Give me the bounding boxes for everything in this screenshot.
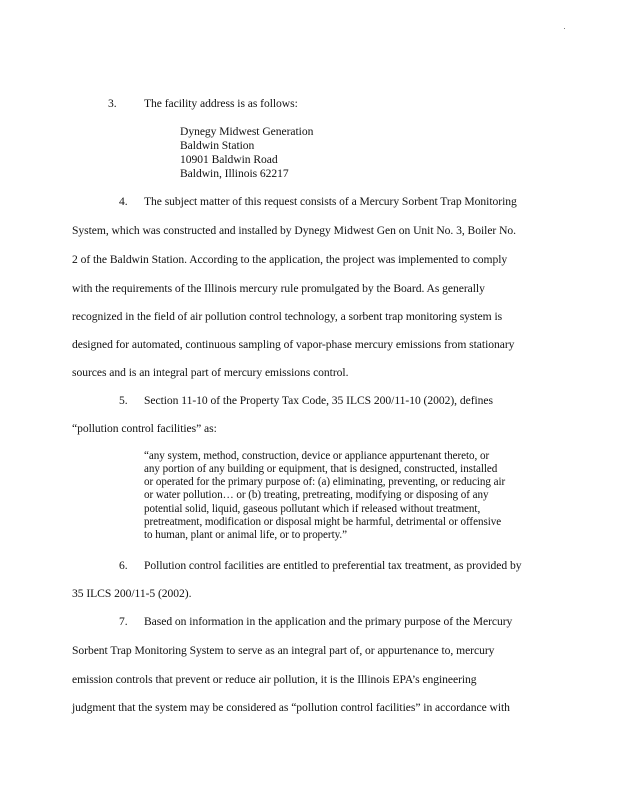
paragraph-7-line: Based on information in the application and the primary purpose of the Mercury [144,615,513,628]
address-line: Baldwin, Illinois 62217 [180,167,289,180]
quoted-definition-line: to human, plant or animal life, or to property.” [144,529,347,541]
paragraph-4-line: with the requirements of the Illinois mercury rule promulgated by the Board. As generally [72,282,485,295]
quoted-definition-line: “any system, method, construction, device or appliance appurtenant thereto, or [144,450,490,462]
paragraph-4-line: designed for automated, continuous sampling of vapor-phase mercury emissions from stationary [72,338,515,351]
paragraph-3-intro: The facility address is as follows: [144,97,298,110]
paragraph-6-number: 6. [119,559,128,572]
paragraph-6-line: 35 ILCS 200/11-5 (2002). [72,587,192,600]
paragraph-6-line: Pollution control facilities are entitled to preferential tax treatment, as provided by [144,559,522,572]
paragraph-4-line: recognized in the field of air pollution control technology, a sorbent trap monitoring system is [72,310,503,323]
paragraph-4-number: 4. [119,195,128,208]
paragraph-7-line: emission controls that prevent or reduce air pollution, it is the Illinois EPA’s engineering [72,673,477,686]
paragraph-5-number: 5. [119,394,128,407]
paragraph-7-line: Sorbent Trap Monitoring System to serve as an integral part of, or appurtenance to, mercury [72,644,495,657]
paragraph-5-line: “pollution control facilities” as: [72,422,217,435]
paragraph-4-line: sources and is an integral part of mercury emissions control. [72,366,349,379]
paragraph-7-number: 7. [119,615,128,628]
quoted-definition-line: potential solid, liquid, gaseous pollutant which if released without treatment, [144,503,481,515]
address-line: Dynegy Midwest Generation [180,125,314,138]
paragraph-4-line: The subject matter of this request consists of a Mercury Sorbent Trap Monitoring [144,195,517,208]
quoted-definition-line: or water pollution… or (b) treating, pretreating, modifying or disposing of any [144,489,489,501]
address-line: 10901 Baldwin Road [180,153,278,166]
scan-speck [564,28,565,29]
paragraph-5-line: Section 11-10 of the Property Tax Code, 35 ILCS 200/11-10 (2002), defines [144,394,493,407]
paragraph-4-line: 2 of the Baldwin Station. According to the application, the project was implemented to comply [72,253,508,266]
quoted-definition-line: pretreatment, modification or disposal might be harmful, detrimental or offensive [144,516,502,528]
paragraph-4-line: System, which was constructed and installed by Dynegy Midwest Gen on Unit No. 3, Boiler No. [72,224,517,237]
address-line: Baldwin Station [180,139,255,152]
paragraph-3-number: 3. [108,97,117,110]
paragraph-7-line: judgment that the system may be considered as “pollution control facilities” in accordance with [72,701,510,714]
quoted-definition-line: any portion of any building or equipment, that is designed, constructed, installed [144,463,498,475]
quoted-definition-line: or operated for the primary purpose of: (a) eliminating, preventing, or reducing air [144,476,506,488]
